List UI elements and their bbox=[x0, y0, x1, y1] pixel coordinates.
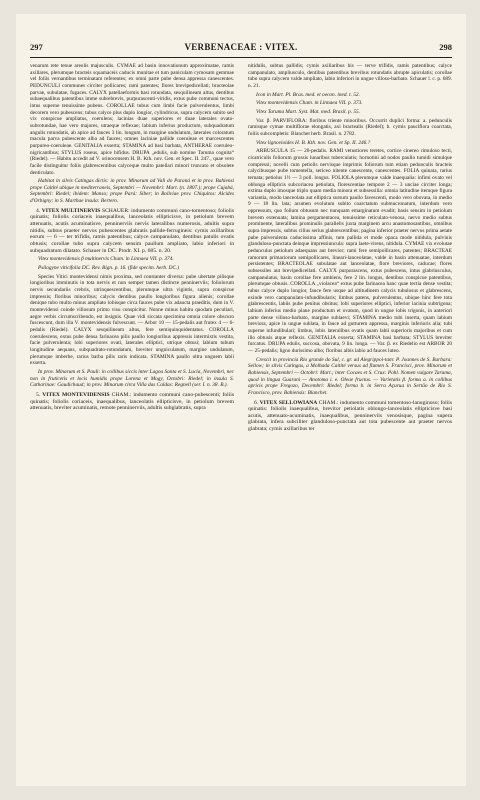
synonym-citation: Psilogyne viticifolia DC. Rev. Bign. p. 16. (fide specim. herb. DC.) bbox=[38, 265, 180, 272]
page-number-right: 298 bbox=[439, 42, 452, 52]
species-entry bbox=[30, 208, 234, 255]
synonym-citation: Vitex montevidensis Cham. in Linnaea VII. p. 373. bbox=[256, 100, 363, 107]
right-column bbox=[248, 63, 452, 779]
species-description: SCHAUER: indumento communi cano-tomentoso; foliolis quinatis; foliolis coriaceis inaequalibus, lanceolatis ellipticisve, in petiolum brevem attenuatis, acutis acuminatisve, penninerviis nervis lateralibus numerosis, adultis supra nitidis, subtus praeter nervos pubescentes glabratis pallide-ferrugineis: cymis axillaribus eorum — 6 — ter trifidis, ramis patentibus; calyce campanulato, dentibus patulis ovatis obtusis; corollae tubo supra calycem sensim paullum ampliato, labio inferiori in subquadratum dilatato. Schauer in DC. Prodr. XI. p. 685. n. 20. bbox=[30, 207, 234, 254]
species-number: 6. bbox=[254, 399, 260, 406]
species-number: 4. bbox=[36, 207, 42, 214]
header-rule bbox=[30, 57, 452, 58]
species-number: 5. bbox=[36, 391, 43, 398]
species-entry bbox=[30, 392, 234, 412]
species-description: CHAM.: indumento communi cano-pubescenti; foliis quinatis; foliolis coriaceis, inaequalibus, lanceolatis ellipticisve, in petiolum brevem attenuatis, breviter acuminatis, remote penninerviis, adultis subglabratis, supra bbox=[30, 391, 234, 412]
body-paragraph: venarum rete tenue areolis majusculis. CYMAE ad basin innovationum approximatae, ramis axillares, plerumque bracteis squamaceis caducis munitae et tum paniculam cymosam gemmae vel foliis vernantibus terminatam referentes; ex omni parte pube densa appressa canescentes. PEDUNCULI communes circiter pollicares; rami patentes; flores brevipedicellati; bracteolae parvae, subulatae, fugaces. CALYX patellaeformis basi rotundata, sesquilineam altus, dentibus subaequalibus patentibus imme subrebrevis, purpurascenti-viridis, extus pube communi tectus, intus superne tenuissime pubens. COROLLAE tubus cum limbi facie pulverulentus, limbi decorem vero pubescens; tubus calyce plus duplo longior, cylindricus, supra calycem subito sed vix conspicue ampliatus, coerulens; lacinias duae superiores et duae laterales ovato-subrotundae, hae vero majores, utraeque reflexae; labium inferius productum, subquadratum angulis rotundatis, ab apice ad fauces 3 lin. longum, in margine undulatum, laterales coloratum macula parva pubescente alba ad fauces; omnes laciniae pallide coeruleae et marcescentes purpureo-coeruleae. GENITALIA exserta; STAMINA ad basi barbata, ANTHERAE coeruleo-nigricantibus; STYLUS roseus, apice bifidus. DRUPA „edulis, sub nomine Taruma cognita“ (Riedel). — Habitu accedit ad V. orinocensem H. B. Kth. nov. Gen. et Spec. II. 247., quae vero facile distinguitur foliis glabrescentibus calyceque multo patellari minori truncato et obsolete denticulato. bbox=[30, 63, 234, 176]
synonym-citation: Vitex Taruma Mart. Syst. Mat. med. Brasil. p. 55. bbox=[256, 108, 361, 115]
species-name: VITEX SELLOWIANA bbox=[259, 399, 318, 406]
running-title: VERBENACEAE : VITEX. bbox=[184, 42, 298, 52]
synonym-citation: Vitex montevidensis β multinervis Cham. in Linnaea VII. p. 374. bbox=[38, 256, 174, 263]
species-name: VITEX MONTEVIDENSIS bbox=[42, 391, 110, 398]
synonym-citation: Icon in Mart. Pl. Bras. med. et oecon. ined. t. 52. bbox=[256, 91, 360, 98]
habitat-paragraph: Crescit in provincia Rio grande do Sul, c. gr. ad Alegrippoi-tam: P. Joannes de S. Barbara: Sellow; in silvis Catingas, a Molhada Caitité versus ad flumen S. Francisci, prov. Minarum et Bahiensis, Septembri — Octobri: Mart.; inter Cocaes et S. Crux: Pohl. Nomen vulgare Taruma, quod in lingua Guarani — Anotoma i. e. Oleae fructus. — Varietatis β. forma a. in collibus apricis prope Fregozo, Decembri: Riedel; forma b. in Serra Açurua in Sertão de Rio S. Francisco, prov. Bahiensis: Blanchet. bbox=[248, 356, 452, 396]
book-page bbox=[16, 14, 466, 786]
body-paragraph: Var. β. PARVIFLORA: floribus triente minoribus. Occurrit duplici forma: a. pedunculis ramisque cymae multiflorae elongatis, axi bractealis (Riedel); b. cymis pauciflora coarctata, foliis subcompletis: Blanchet herb. Brasil. n. 2782. bbox=[248, 117, 452, 137]
species-name: VITEX MULTINERVIS bbox=[41, 207, 101, 214]
running-header bbox=[30, 42, 452, 54]
habitat-paragraph: In prov. Minarum et S. Pauli: in collibus siccis inter Lagoa Santa et S. Lucia, Novembri, nec non in fruticetis et locis humidis prope Lorena et Mogy, Octobri: Riedel; in insula S. Catharinae: Gaudichaud; in prov. Minarum circa Villa das Caldas: Regnell (ser. I. n. 38. B.). bbox=[30, 368, 234, 389]
left-column bbox=[30, 63, 234, 779]
body-paragraph: nitidulis, subtus pallidis; cymis axillaribus bis — terve trifidis, ramis patentibus; calyce campanulato, ampliusculo, dentibus patentibus brevibus rotundatis abrupte apiculatis; corollae tubo supra calycem valde ampliato, labio inferiori in ungue villoso-barbato. Schauer l. c. p. 689. n. 21. bbox=[248, 63, 452, 89]
species-description: CHAM.: indumento communi tomentoso-lanuginoso; foliis quinatis: foliolis inaequalibus, brevitor petiolatis oblongo-lanceolatis ellipticisve basi acutis, attenuato-acuminatis, inaequalibus, penninerviis venosisque, pagina supera glabrata, infera subciliter glanduloso-punctata aut tota pubescente aut praeter nervos glabrata; cymis axillaribus ter bbox=[248, 399, 452, 433]
page-number-left: 297 bbox=[30, 42, 43, 52]
habitat-paragraph: Habitat in silvis Catingas dictis: in prov. Minarum ad Vali do Paraná et in prov. Bahiensi prope Caitité ubique in mediterraneis, Septembri — Novembri: Mart. (n. 1807.); prope Cujabá, Septembri: Riedel; ibidem: Manso; prope Pará: Siber; in Boliviae prov. Chiquitos: Alcides d'Orbigny; in S. Marthae insula: Bertero. bbox=[30, 178, 234, 205]
body-paragraph: Species Vitici montevidensi nimis proxima, sed constanter diversa: pube ubertate pilisque longioribus imminutis in tota nervis et non semper tamen distincte penninerviis; foliolorum nervis secundariis crebris, utrinquescentibus, plerumque ultra vigintis, supra conspicue impressis; floribus minoribus; calycis dentibus paullo longioribus figura alienis; corollae denique tubo multo minus ampliato lobisque circa fauces pube vix adaucta praeditis, dum in V. montevidensi coinde villosum primo visu conspicitur. Nonne minus habitu quodam peculiari, aegre verbis circumscribendo, est insignis. Quae vidi siccata specimina omnia colore obscuro fuscescunt, dum illa V. montevidensis fulvescunt. — Arbor 10 — 15-pedalis aut frutex 4 — 6-pedalis (Riedel). CALYX sesquilineam altus, fere semiquinquidentatus. COROLLA coerulescens, extus pube densa farinacea pilis paullo longioribus appressis intermixtis vestita, facie pulverulenta; lobi superiores ovati, laterales elliptici, utrique obtusi; labium tubum longitudine aequans, subquadrato-rotundatum, breviter unguiculatum, margine undulatum, plerumque imberbe, rarius barba pilis raris indicata. STAMINA paullo ultra unguem labii exserta. bbox=[30, 273, 234, 367]
body-paragraph: ARBUSCULA 15 — 20-pedalis. RAMI vetustiores teretes, cortice cinereo rimuloso tecti, cicatriculis foliorum grossis lunaribus tuberculatis; hornotini ad nodos paullo tumidi simulque compressi; novelli cum petiolis nervisque imprimis foliorum tum etiam pedunculis bracteis calycibusque pube tomentella, sericeo nitente canescente, canescentes. FOLIA quinata, rarius ternata; petiolus 1½ — 3 poll. longus. FOLIOLA plerumque valde inaequalia: infimi ovato vel oblonga ellipticis subcoriacea petiolata, florescentiae tempore 2 — 3 unciae circiter longa; extima duplo imosque triplo quam media minora et subsessilia: omnia latitudine itemque figura variantia, modo lanceolata aut elliptica sursum paullo favescenti, modo vero obovata, in medio 9 — 18 lin. lata; acumen evolutum subito coarctatum submucronatum, interdum vero oppressum, quo folium obtusum nec nunquam emarginatum evadit; basis sensim in petiolum brevem extenuata; lamina pergamentacea, tenuissime reticulato-venosa, nervo medio subtus prominente, lateralibus prominulis parallelis juxta marginem arcu anastomosantibus, omnibus supra impressis, subtus cilius serius glabrescentibus; pagina inferior praeter nervos prima aetate pube pulverulenta caducissima affinis, tum pallida et mode opaca mode nitidula, pulvinis glanduloso-punctata deinque impressiuncula: supra laete-virens, nitidula. CYMAE vix evolutae pedunculus petiolum adaequans aut brevior; rami fere semipollicares, patentes; BRACTEAE ramorum primariorum semipollicares, lineari-lanceolatae, valde in basin attenuatae, interdum persistentes; BRACTEOLAE subulatae aut lanceolatae, flore breviores, caducae; flores subsessiles aut brevipedicellati. CALYX purpurascens, extus pubescens, intus glabriusculus, campanulatus, basin corollae fere ambiens, fere 2 lin. longus, dentibus conspicue patentibus, plerumque obtusis. COROLLA „violacea“ extus pube farinacea hanc quae tectia dense vestita; tubus calyce duplo longior, fauce fere usque ad altitudinem calycis tubulosus et glabrescens, exinde vero campanulato-infundibularis; limbus patens, pulverulentus, ubique hinc fere tota glabrescentis, labiis pube penitus obsitus; lobi superiores elliptici, inferior lacinia subtrigona; labium inferius medio plane productum et ovatum, quod in ungue lobis trigonis, in anteriori parte dense villoso-barbato, margine sublaevi; STAMINA medio tubi inserta, quam labium breviora, apice in ungue sublata, in fauce ad gutturem appressa, marginis inferioris alia; tubi superne infundibulari; limbus, lobis lateralibus ovatis quam labii superioris majoribus et cum illo obtusis atque reflexis. GENITALIA exserta; STAMINA basi barbata; STYLUS breviter furcatus. DRUPA edulis, succosa, obovata, 9 lin. longa. — Var. β. ex Riedelio est ARBOR 20 — 25-pedalis; ligno durissimo albo; floribus albis labio ad fauces luteo. bbox=[248, 148, 452, 354]
species-entry bbox=[248, 400, 452, 433]
synonym-citation: Vitex lignovioides H. B. Kth. nov. Gen. et Sp. II. 246.? bbox=[256, 139, 371, 146]
